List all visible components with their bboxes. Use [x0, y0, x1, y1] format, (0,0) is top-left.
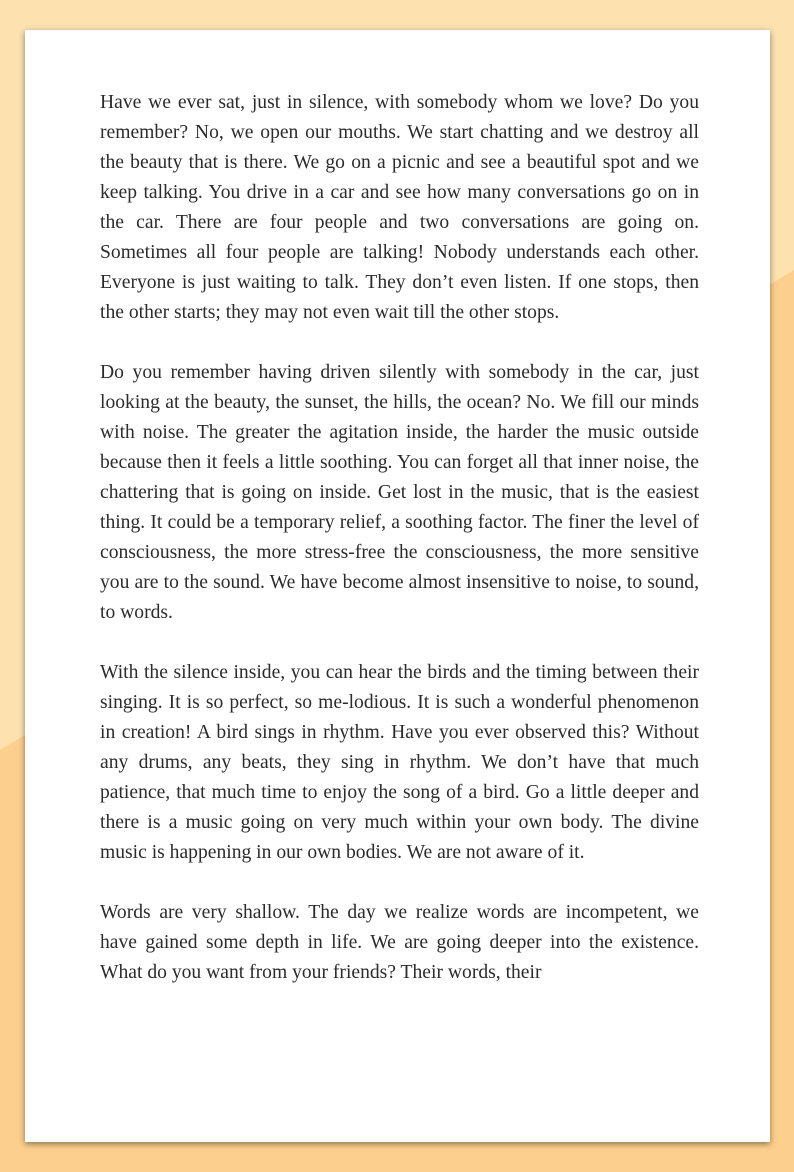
body-text: [100, 88, 699, 988]
paragraph-2: Do you remember having driven silently with somebody in the car, just looking at the beauty, the sunset, the hills, the ocean? No. We fill our minds with noise. The greater the agitation inside, the harder the music outside because then it feels a little soothing. You can forget all that inner noise, the chattering that is going on inside. Get lost in the music, that is the easiest thing. It could be a temporary relief, a soothing factor. The finer the level of consciousness, the more stress-free the consciousness, the more sensitive you are to the sound. We have become almost insensitive to noise, to sound, to words.: [100, 362, 699, 623]
document-page: [25, 30, 770, 1142]
paragraph-3: With the silence inside, you can hear the birds and the timing between their singing. It is so perfect, so me-lodious. It is such a wonderful phenomenon in creation! A bird sings in rhythm. Have you ever observed this? Without any drums, any beats, they sing in rhythm. We don’t have that much patience, that much time to enjoy the song of a bird. Go a little deeper and there is a music going on very much within your own body. The divine music is happening in our own bodies. We are not aware of it.: [100, 662, 699, 863]
paragraph-1: Have we ever sat, just in silence, with somebody whom we love? Do you remember? No, we open our mouths. We start chatting and we destroy all the beauty that is there. We go on a picnic and see a beautiful spot and we keep talking. You drive in a car and see how many conversations go on in the car. There are four people and two conversations are going on. Sometimes all four people are talking! Nobody understands each other. Everyone is just waiting to talk. They don’t even listen. If one stops, then the other starts; they may not even wait till the other stops.: [100, 92, 699, 323]
paragraph-4: Words are very shallow. The day we realize words are incompetent, we have gained some depth in life. We are going deeper into the existence. What do you want from your friends? Their words, their: [100, 902, 699, 983]
